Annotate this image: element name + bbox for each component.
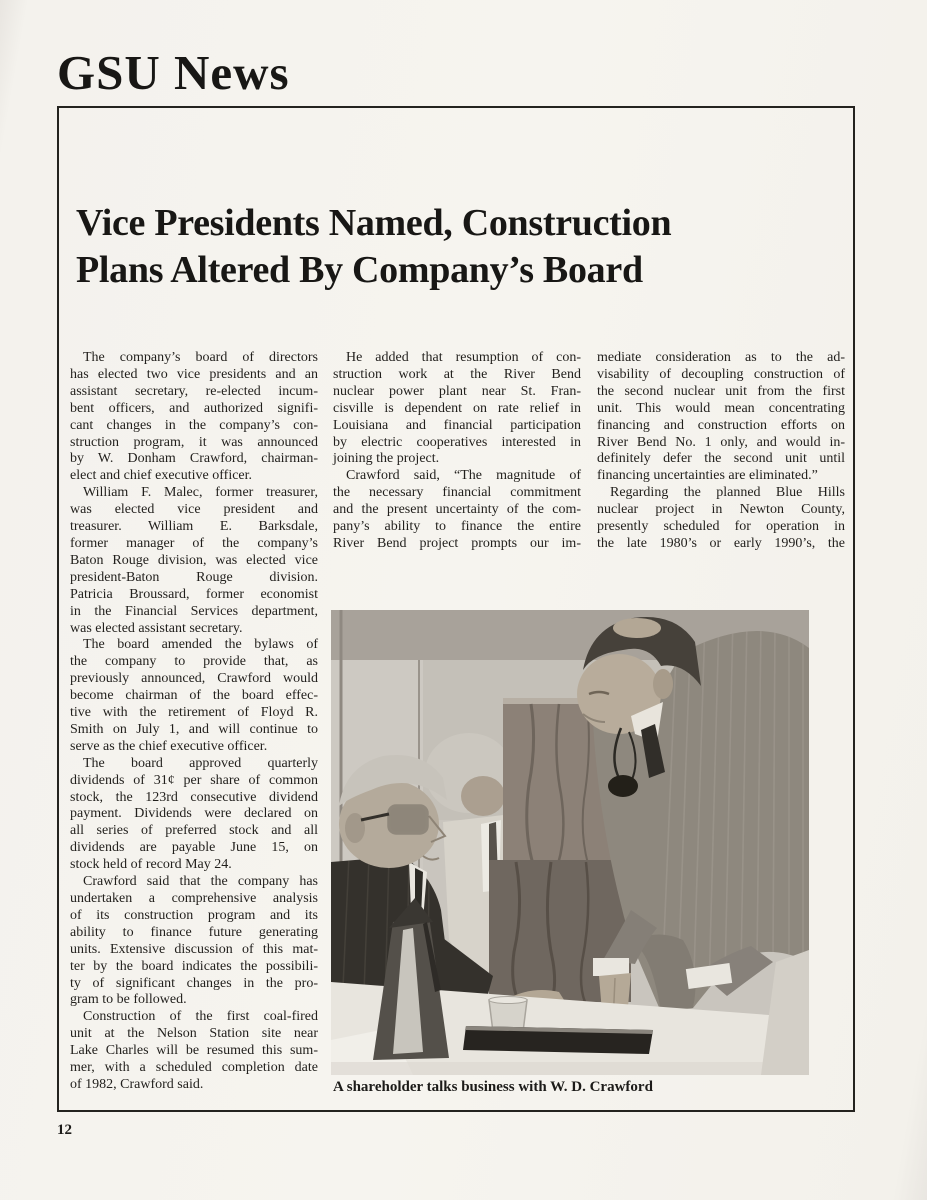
text-line: the second nuclear unit from the first	[597, 383, 845, 399]
article-column-1	[70, 350, 318, 1094]
text-line: serve as the chief executive officer.	[70, 738, 268, 754]
text-line: cisville is dependent on rate relief in	[333, 400, 581, 416]
text-line: financing uncertainties are eliminated.”	[597, 468, 818, 484]
paragraph	[70, 350, 318, 485]
text-line: stock, the 123rd consecutive dividend	[70, 789, 318, 805]
text-line: pany’s ability to finance the entire	[333, 519, 581, 535]
text-line: tive with the retirement of Floyd R.	[70, 705, 318, 721]
text-line: was elected assistant secretary.	[70, 620, 243, 636]
article-headline	[76, 200, 836, 294]
text-line: William F. Malec, former treasurer,	[83, 485, 318, 501]
text-line: Crawford said, “The magnitude of	[346, 468, 581, 484]
text-line: of 1982, Crawford said.	[70, 1076, 204, 1092]
paragraph	[70, 1009, 318, 1094]
text-line: by W. Donham Crawford, chairman-	[70, 451, 318, 467]
text-line: all series of preferred stock and all	[70, 823, 318, 839]
text-line: previously announced, Crawford would	[70, 671, 318, 687]
text-line: the necessary financial commitment	[333, 485, 581, 501]
text-line: Lake Charles will be resumed this sum-	[70, 1043, 318, 1059]
text-line: was elected vice president and	[70, 502, 318, 518]
text-line: mediate consideration as to the ad-	[597, 350, 845, 365]
article-box	[57, 106, 855, 1112]
text-line: presently scheduled for operation in	[597, 519, 845, 535]
text-line: River Bend project prompts our im-	[333, 535, 581, 551]
text-line: units. Extensive discussion of this mat-	[70, 941, 318, 957]
text-line: the company to provide that, as	[70, 654, 318, 670]
text-line: unit at the Nelson Station site near	[70, 1026, 318, 1042]
text-line: River Bend No. 1 only, and would in-	[597, 434, 845, 450]
text-line: has elected two vice presidents and an	[70, 366, 318, 382]
text-line: stock held of record May 24.	[70, 857, 232, 873]
page-number: 12	[57, 1122, 72, 1138]
text-line: Smith on July 1, and will continue to	[70, 721, 318, 737]
paragraph	[70, 756, 318, 874]
text-line: Crawford said that the company has	[83, 874, 318, 890]
text-line: undertaken a comprehensive analysis	[70, 891, 318, 906]
text-line: elect and chief executive officer.	[70, 468, 253, 484]
paragraph	[597, 485, 845, 553]
text-line: president-Baton Rouge division.	[70, 569, 318, 585]
text-line: Vice Presidents Named, Construction	[76, 202, 672, 244]
text-line: bent officers, and authorized signifi-	[70, 400, 318, 416]
text-line: former manager of the company’s	[70, 535, 318, 551]
text-line: The company’s board of directors	[83, 350, 318, 365]
text-line: ability to finance future generating	[70, 924, 318, 940]
photo-shareholder-meeting	[331, 610, 809, 1075]
paragraph	[597, 350, 845, 485]
text-line: dividends of 31¢ per share of common	[70, 772, 318, 788]
text-line: the late 1980’s or early 1990’s, the	[597, 535, 845, 551]
text-line: dividends are payable June 15, on	[70, 840, 318, 856]
text-line: Plans Altered By Company’s Board	[76, 249, 643, 291]
text-line: Louisiana and financial participation	[333, 417, 581, 433]
text-line: The board approved quarterly	[83, 755, 318, 771]
text-line: become chairman of the board effec-	[70, 688, 318, 704]
paragraph	[70, 874, 318, 1009]
text-line: nuclear power plant near St. Fran-	[333, 383, 581, 399]
photo-illustration	[331, 610, 809, 1075]
text-line: cant changes in the company’s con-	[70, 417, 318, 433]
text-line: treasurer. William E. Barksdale,	[70, 519, 318, 535]
text-line: payment. Dividends were declared on	[70, 806, 318, 822]
photo-caption: A shareholder talks business with W. D. Crawford	[333, 1079, 653, 1095]
text-line: unit. This would mean concentrating	[597, 400, 845, 416]
text-line: struction work at the River Bend	[333, 366, 581, 382]
binder-on-table	[463, 1026, 653, 1054]
text-line: The board amended the bylaws of	[83, 637, 318, 653]
paragraph	[333, 350, 581, 468]
text-line: in the Financial Services department,	[70, 603, 318, 619]
text-line: mer, with a scheduled completion date	[70, 1060, 318, 1076]
text-line: gram to be followed.	[70, 992, 187, 1008]
paragraph	[70, 637, 318, 755]
paragraph	[333, 468, 581, 553]
paragraph	[70, 485, 318, 637]
text-line: nuclear project in Newton County,	[597, 502, 845, 518]
text-line: Regarding the planned Blue Hills	[610, 485, 845, 501]
text-line: ter by the board indicates the possibili-	[70, 958, 318, 974]
text-line: Patricia Broussard, former economist	[70, 586, 318, 602]
text-line: financing and construction efforts on	[597, 417, 845, 433]
text-line: definitely defer the second unit until	[597, 451, 845, 467]
article-column-3	[597, 350, 845, 553]
text-line: and the present uncertainty of the com-	[333, 502, 581, 518]
text-line: of its construction program and its	[70, 907, 318, 923]
article-column-2	[333, 350, 581, 553]
text-line: assistant secretary, re-elected incum-	[70, 383, 318, 399]
text-line: He added that resumption of con-	[346, 350, 581, 365]
text-line: struction program, it was announced	[70, 434, 318, 450]
text-line: joining the project.	[333, 451, 440, 467]
text-line: ty of significant changes in the pro-	[70, 975, 318, 991]
text-line: visability of decoupling construction of	[597, 366, 845, 382]
text-line: by electric cooperatives interested in	[333, 434, 581, 450]
masthead-title: GSU News	[57, 45, 290, 100]
text-line: Construction of the first coal-fired	[83, 1009, 318, 1025]
text-line: Baton Rouge division, was elected vice	[70, 552, 318, 568]
